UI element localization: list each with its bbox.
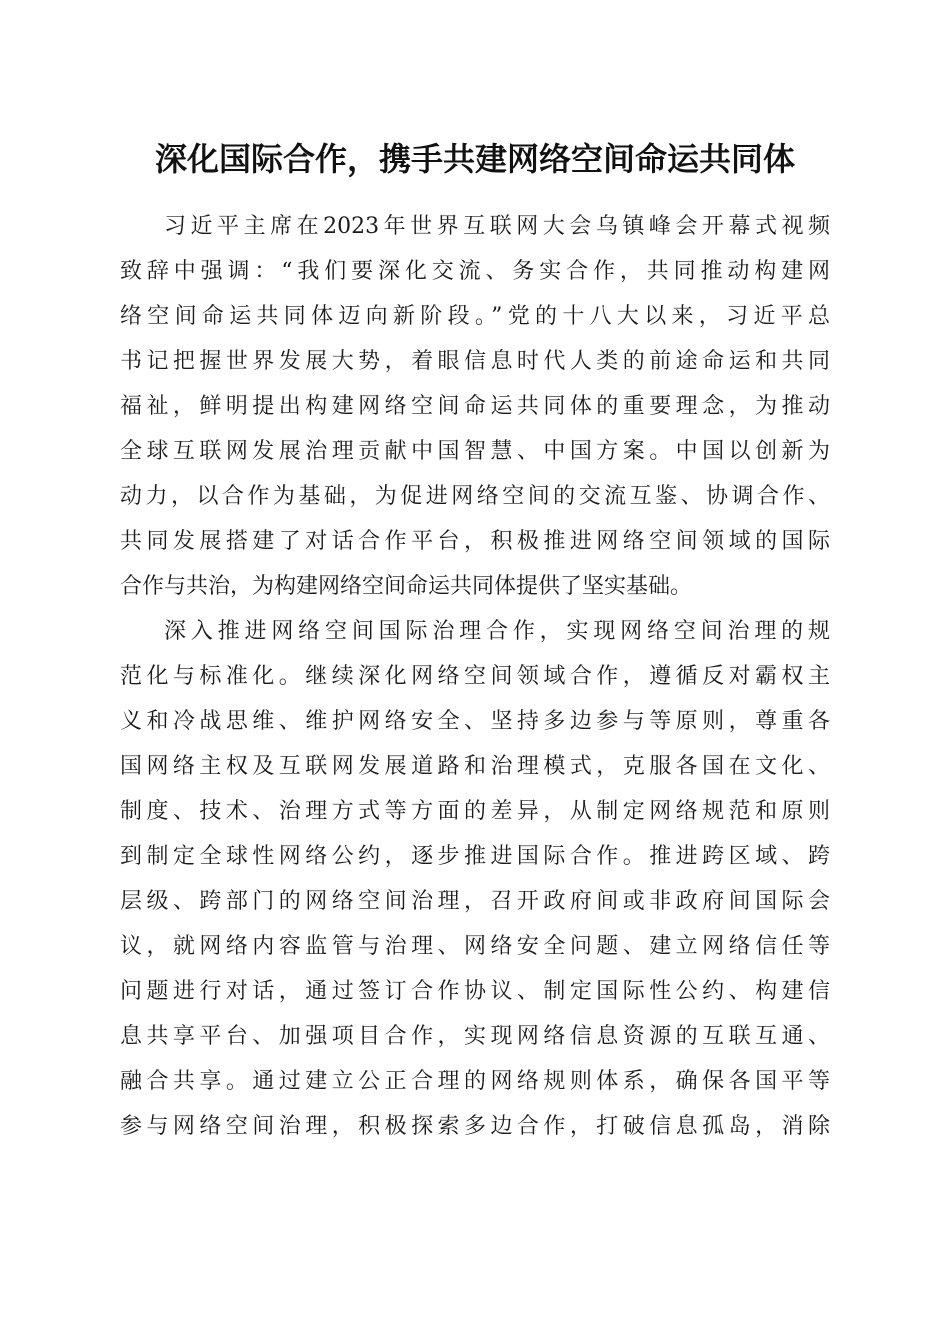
text-line: 致辞中强调：“我们要深化交流、务实合作，共同推动构建网 [120, 259, 830, 284]
text-line: 问题进行对话，通过签订合作协议、制定国际性公约、构建信 [120, 979, 830, 1004]
text-line: 义和冷战思维、维护网络安全、坚持多边参与等原则，尊重各 [120, 709, 830, 734]
text-line: 融合共享。通过建立公正合理的网络规则体系，确保各国平等 [120, 1069, 830, 1094]
text-line: 习近平主席在2023年世界互联网大会乌镇峰会开幕式视频 [164, 214, 830, 239]
document-title: 深化国际合作，携手共建网络空间命运共同体 [154, 140, 795, 178]
text-line: 福祉，鲜明提出构建网络空间命运共同体的重要理念，为推动 [120, 394, 830, 419]
document-body [120, 204, 830, 1149]
text-line: 范化与标准化。继续深化网络空间领域合作，遵循反对霸权主 [120, 664, 830, 689]
text-line: 全球互联网发展治理贡献中国智慧、中国方案。中国以创新为 [120, 439, 830, 464]
text-line: 到制定全球性网络公约，逐步推进国际合作。推进跨区域、跨 [120, 844, 830, 869]
paragraph-2 [120, 609, 830, 1149]
text-line: 合作与共治，为构建网络空间命运共同体提供了坚实基础。 [120, 574, 693, 599]
text-line: 层级、跨部门的网络空间治理，召开政府间或非政府间国际会 [120, 889, 830, 914]
text-line: 息共享平台、加强项目合作，实现网络信息资源的互联互通、 [120, 1024, 830, 1049]
text-line: 深入推进网络空间国际治理合作，实现网络空间治理的规 [164, 619, 830, 644]
paragraph-1 [120, 204, 830, 609]
text-line: 国网络主权及互联网发展道路和治理模式，克服各国在文化、 [120, 754, 830, 779]
text-line: 议，就网络内容监管与治理、网络安全问题、建立网络信任等 [120, 934, 830, 959]
text-line: 动力，以合作为基础，为促进网络空间的交流互鉴、协调合作、 [120, 484, 830, 509]
text-line: 书记把握世界发展大势，着眼信息时代人类的前途命运和共同 [120, 349, 830, 374]
text-line: 制度、技术、治理方式等方面的差异，从制定网络规范和原则 [120, 799, 830, 824]
text-line: 络空间命运共同体迈向新阶段。”党的十八大以来，习近平总 [120, 304, 830, 329]
text-line: 参与网络空间治理，积极探索多边合作，打破信息孤岛，消除 [120, 1114, 830, 1139]
text-line: 共同发展搭建了对话合作平台，积极推进网络空间领域的国际 [120, 529, 830, 554]
